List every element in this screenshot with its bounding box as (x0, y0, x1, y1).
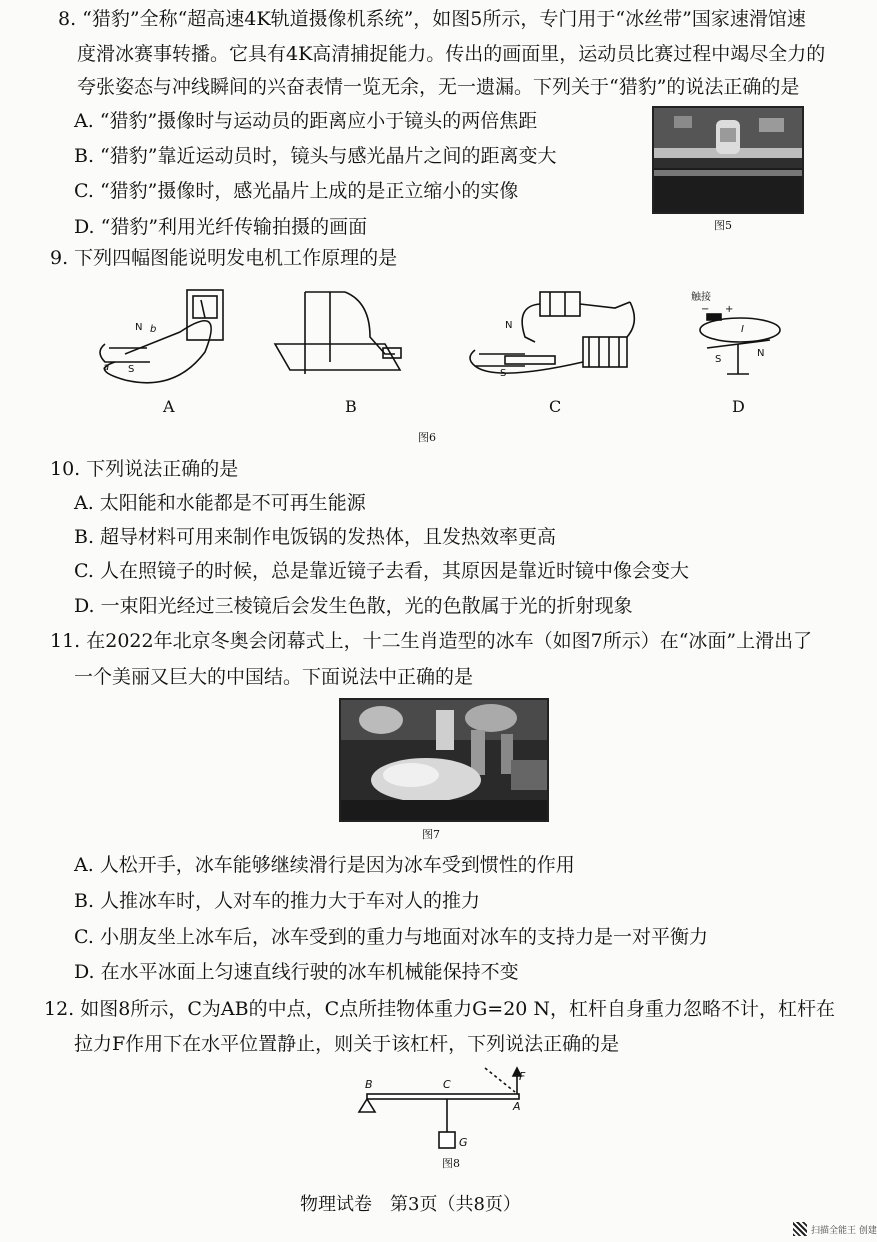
q11-option-a: A. 人松开手，冰车能够继续滑行是因为冰车受到惯性的作用 (74, 854, 575, 876)
diagram-c-battery (540, 292, 580, 316)
q8-option-c: C. “猎豹”摄像时，感光晶片上成的是正立缩小的实像 (74, 180, 519, 202)
lever-label-g: G (459, 1136, 468, 1149)
diagram-a-b: b (150, 324, 157, 335)
diagram-d-current: I (741, 324, 744, 335)
lever-pivot (359, 1099, 375, 1112)
diagram-a-s: S (128, 364, 135, 375)
q10-option-d: D. 一束阳光经过三棱镜后会发生色散，光的色散属于光的折射现象 (74, 595, 633, 617)
q8-stem-line-3: 夸张姿态与冲线瞬间的兴奋表情一览无余，无一遗漏。下列关于“猎豹”的说法正确的是 (77, 76, 800, 98)
figure-6-label-d: D (732, 397, 745, 416)
q8-option-d: D. “猎豹”利用光纤传输拍摄的画面 (74, 216, 368, 238)
q10-option-c: C. 人在照镜子的时候，总是靠近镜子去看，其原因是靠近时镜中像会变大 (74, 560, 689, 582)
diagram-a-n: N (135, 322, 143, 333)
diagram-d-touch: 触接 (691, 292, 711, 303)
qr-code-icon (793, 1222, 807, 1236)
q12-stem-line-2: 拉力F作用下在水平位置静止，则关于该杠杆，下列说法正确的是 (74, 1033, 620, 1055)
hanging-weight (439, 1132, 455, 1148)
q8-option-a: A. “猎豹”摄像时与运动员的距离应小于镜头的两倍焦距 (74, 110, 538, 132)
diagram-c-switch (580, 302, 630, 308)
figure-6-label-b: B (345, 397, 357, 416)
figure-7-ice-cart-image (341, 700, 547, 820)
q10-stem: 10. 下列说法正确的是 (50, 458, 239, 480)
diagram-d-wire (700, 318, 780, 342)
figure-6-caption: 图6 (418, 431, 436, 444)
figure-6-label-a: A (163, 397, 175, 416)
q11-option-d: D. 在水平冰面上匀速直线行驶的冰车机械能保持不变 (74, 961, 519, 983)
figure-7-caption: 图7 (422, 828, 440, 841)
diagram-c-s: S (500, 368, 507, 379)
q8-option-b: B. “猎豹”靠近运动员时，镜头与感光晶片之间的距离变大 (74, 145, 557, 167)
figure-8-lever (355, 1062, 525, 1158)
q11-stem-line-1: 11. 在2022年北京冬奥会闭幕式上，十二生肖造型的冰车（如图7所示）在“冰面”上滑出了 (50, 630, 813, 652)
figure-5-camera-image (654, 108, 802, 212)
q10-option-a: A. 太阳能和水能都是不可再生能源 (74, 492, 366, 514)
figure-5-caption: 图5 (714, 219, 732, 232)
diagram-c-n: N (505, 320, 513, 331)
q11-option-c: C. 小朋友坐上冰车后，冰车受到的重力与地面对冰车的支持力是一对平衡力 (74, 926, 708, 948)
diagram-d-s: S (715, 354, 722, 365)
q9-stem: 9. 下列四幅图能说明发电机工作原理的是 (50, 247, 398, 269)
force-dotted-line (485, 1068, 515, 1092)
diagram-d-n: N (757, 348, 765, 359)
figure-5-photo (652, 106, 804, 214)
figure-6-label-c: C (549, 397, 562, 416)
page-footer: 物理试卷 第3页（共8页） (300, 1194, 521, 1215)
diagram-d-plus: + (725, 304, 734, 315)
diagram-d-minus: − (701, 304, 710, 315)
lever-bar (367, 1094, 519, 1099)
figure-7-photo (339, 698, 549, 822)
figure-8-caption: 图8 (442, 1157, 460, 1170)
q11-option-b: B. 人推冰车时，人对车的推力大于车对人的推力 (74, 890, 481, 912)
q10-option-b: B. 超导材料可用来制作电饭锅的发热体，且发热效率更高 (74, 526, 557, 548)
lever-label-a: A (513, 1100, 521, 1113)
q12-stem-line-1: 12. 如图8所示，C为AB的中点，C点所挂物体重力G=20 N，杠杆自身重力忽略不计，杠杆在 (44, 998, 836, 1020)
q11-stem-line-2: 一个美丽又巨大的中国结。下面说法中正确的是 (74, 666, 474, 688)
lever-label-f: F (519, 1070, 526, 1083)
q8-stem-line-1: 8. “猎豹”全称“超高速4K轨道摄像机系统”，如图5所示，专门用于“冰丝带”国家速滑馆速 (58, 8, 806, 30)
q8-stem-line-2: 度滑冰赛事转播。它具有4K高清捕捉能力。传出的画面里，运动员比赛过程中竭尽全力的 (77, 43, 826, 65)
lever-label-c: C (443, 1078, 451, 1091)
lever-label-b: B (365, 1078, 373, 1091)
diagram-a-a: a (103, 362, 110, 373)
scanner-watermark: 扫描全能王 创建 (811, 1226, 877, 1236)
figure-6-diagrams (95, 282, 815, 392)
